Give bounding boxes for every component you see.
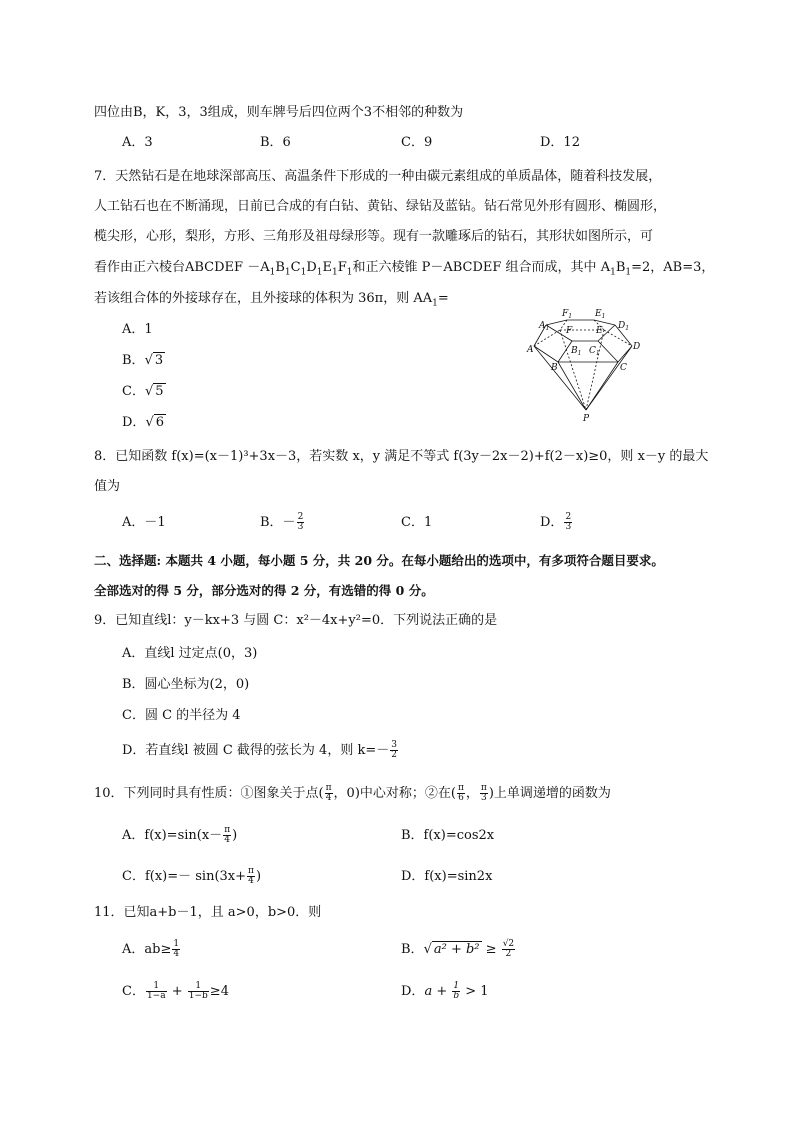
q7-line-5-end: = [437,291,449,306]
label-a: A [527,345,534,355]
q10-option-a-left: A．f(x)=sin(x－ [122,828,223,843]
q10-option-a-right: ) [232,828,238,843]
q9-option-b: B．圆心坐标为(2，0) [122,677,250,692]
fraction: $\frac{2}{3}$ [297,512,304,532]
q10-option-c-left: C．f(x)=－ sin(3x+ [122,869,247,884]
q7-option-d [122,413,166,433]
q8-option-c: C．1 [401,515,433,530]
q11-option-d-label: D． [401,984,425,999]
q11-option-d [401,982,489,1002]
q10-option-c-right: ) [255,869,262,884]
label-c1: $C_1$ [589,346,600,357]
label-d: D [633,342,641,352]
sqrt-3: √ 3 [144,353,164,368]
label-b1: $B_1$ [571,346,582,357]
q10-stem [94,784,611,804]
label-e1: $E_1$ [595,309,606,320]
q8-option-b [260,513,305,533]
label-d1: $D_1$ [618,321,630,332]
q9-option-d-label: D．若直线l 被圆 C 截得的弦长为 4，则 k=－ [122,743,390,758]
label-c: C [620,363,627,373]
fraction: $\frac{\pi}{4}$ [248,866,254,886]
fraction: $\frac{\pi}{4}$ [325,783,332,803]
sqrt-expression: √ a² + b² [423,942,480,957]
q7-line-1: 7．天然钻石是在地球深部高压、高温条件下形成的一种由碳元素组成的单质晶体，随着科技发展， [94,169,662,184]
q10-option-a [122,826,237,846]
q7-line-2: 人工钻石也在不断涌现，日前已合成的有白钻、黄钻、绿钻及蓝钻。钻石常见外形有圆形、椭圆形， [94,199,667,214]
q11-option-c-plus: + [167,984,187,999]
fraction: $\frac{\pi}{6}$ [457,783,464,803]
sqrt-5: √ 5 [144,384,164,399]
q10-option-b: B．f(x)=cos2x [401,828,495,843]
fraction: $\frac{1}{b}$ [453,981,460,1001]
label-p: P [583,414,590,424]
q10-stem-c: ， [465,786,479,801]
q10-option-d: D．f(x)=sin2x [401,869,493,884]
q7-line-5: 若该组合体的外接球存在，且外接球的体积为 36π，则 $AA_1=$ [94,291,449,309]
section-2-instructions: 全部选对的得 5 分，部分选对的得 2 分，有选错的得 0 分。 [94,583,434,598]
q7-line-4-part-d: =2，AB=3， [631,260,715,275]
q9-option-c: C．圆 C 的半径为 4 [122,708,241,723]
fraction: $\frac{\pi}{3}$ [480,783,487,803]
q7-line-4-part-b: 和正六棱锥 P－ABCDEF 组合而成，其中 A [352,260,611,275]
q7-line-3: 榄尖形，心形，梨形，方形、三角形及祖母绿形等。现有一款雕琢后的钻石，其形状如图所示，可 [94,229,654,244]
q10-stem-d: )上单调递增的函数为 [488,786,611,801]
q9-option-d [122,741,399,761]
q7-line-4-part-a: 看作由正六棱台ABCDEF －A [94,260,270,275]
q9-option-a: A．直线l 过定点(0，3) [122,646,258,661]
label-e: E [596,326,603,336]
q11-option-b-ge: ≥ [481,942,501,957]
fraction: $\frac{1}{4}$ [173,939,180,959]
q11-option-c-label: C． [122,984,145,999]
q7-option-c-label: C． [122,384,145,399]
q6-stem: 四位由B，K，3，3组成，则车牌号后四位两个3不相邻的种数为 [94,105,464,120]
label-f: F [566,326,573,336]
q7-option-c [122,382,166,402]
q6-option-c: C．9 [401,135,433,150]
q11-option-d-end: > 1 [461,984,489,999]
q9-stem: 9．已知直线l：y－kx+3 与圆 C：x²－4x+y²=0．下列说法正确的是 [94,613,498,628]
q11-stem: 11．已知a+b－1，且 a>0，b>0．则 [94,905,322,920]
q10-stem-b: ，0)中心对称；②在( [333,786,456,801]
label-f1: $F_1$ [562,309,573,320]
q11-option-b [401,940,516,960]
q11-option-d-a: a + [424,984,452,999]
diamond-figure [522,306,646,426]
fraction: $\frac{3}{2}$ [391,740,397,760]
q7-option-b-label: B． [122,353,145,368]
q7-line-5-text: 若该组合体的外接球存在，且外接球的体积为 36π，则 AA [94,291,433,306]
q7-option-d-label: D． [122,415,146,430]
q8-option-d-label: D． [540,515,564,530]
q7-line-4: 看作由正六棱台ABCDEF $-A_1B_1C_1D_1E_1F_1$和正六棱锥 P－ABCDEF 组合而成，其中 $A_1B_1=2$，AB=3， [94,260,715,278]
q8-line-2: 值为 [94,479,121,494]
q11-option-a [122,940,181,960]
q8-line-1: 8．已知函数 f(x)=(x－1)³+3x－3，若实数 x，y 满足不等式 f(3y－2x－2)+f(2－x)≥0，则 x－y 的最大 [94,449,709,464]
fraction: $\frac{\pi}{4}$ [224,825,231,845]
q6-option-d: D．12 [540,135,580,150]
q7-line-4-part-c: B [615,260,626,275]
q11-option-b-label: B． [401,942,424,957]
q8-option-b-label: B．－ [260,515,296,530]
q11-option-a-label: A．ab≥ [122,942,172,957]
q6-option-b: B．6 [260,135,291,150]
fraction: $\frac{√2}{2}$ [502,939,515,959]
q10-option-c [122,867,261,887]
q11-option-c-end: ≥4 [209,984,229,999]
q8-option-d [540,513,573,533]
label-b: B [551,363,558,373]
q7-option-a: A．1 [122,322,153,337]
fraction: $\frac{1}{1-a}$ [146,981,166,1001]
fraction: $\frac{1}{1-b}$ [188,981,208,1001]
sqrt-6: √ 6 [145,415,165,430]
q11-option-c [122,982,229,1002]
q8-option-a: A．－1 [122,515,166,530]
q7-option-b [122,351,165,371]
section-2-heading: 二、选择题: 本题共 4 小题，每小题 5 分，共 20 分。在每小题给出的选项中，有多项符合题目要求。 [94,553,664,568]
label-a1: $A_1$ [539,321,550,332]
fraction: $\frac{2}{3}$ [565,512,572,532]
q6-option-a: A．3 [122,135,153,150]
q10-stem-a: 10．下列同时具有性质：①图象关于点( [94,786,324,801]
